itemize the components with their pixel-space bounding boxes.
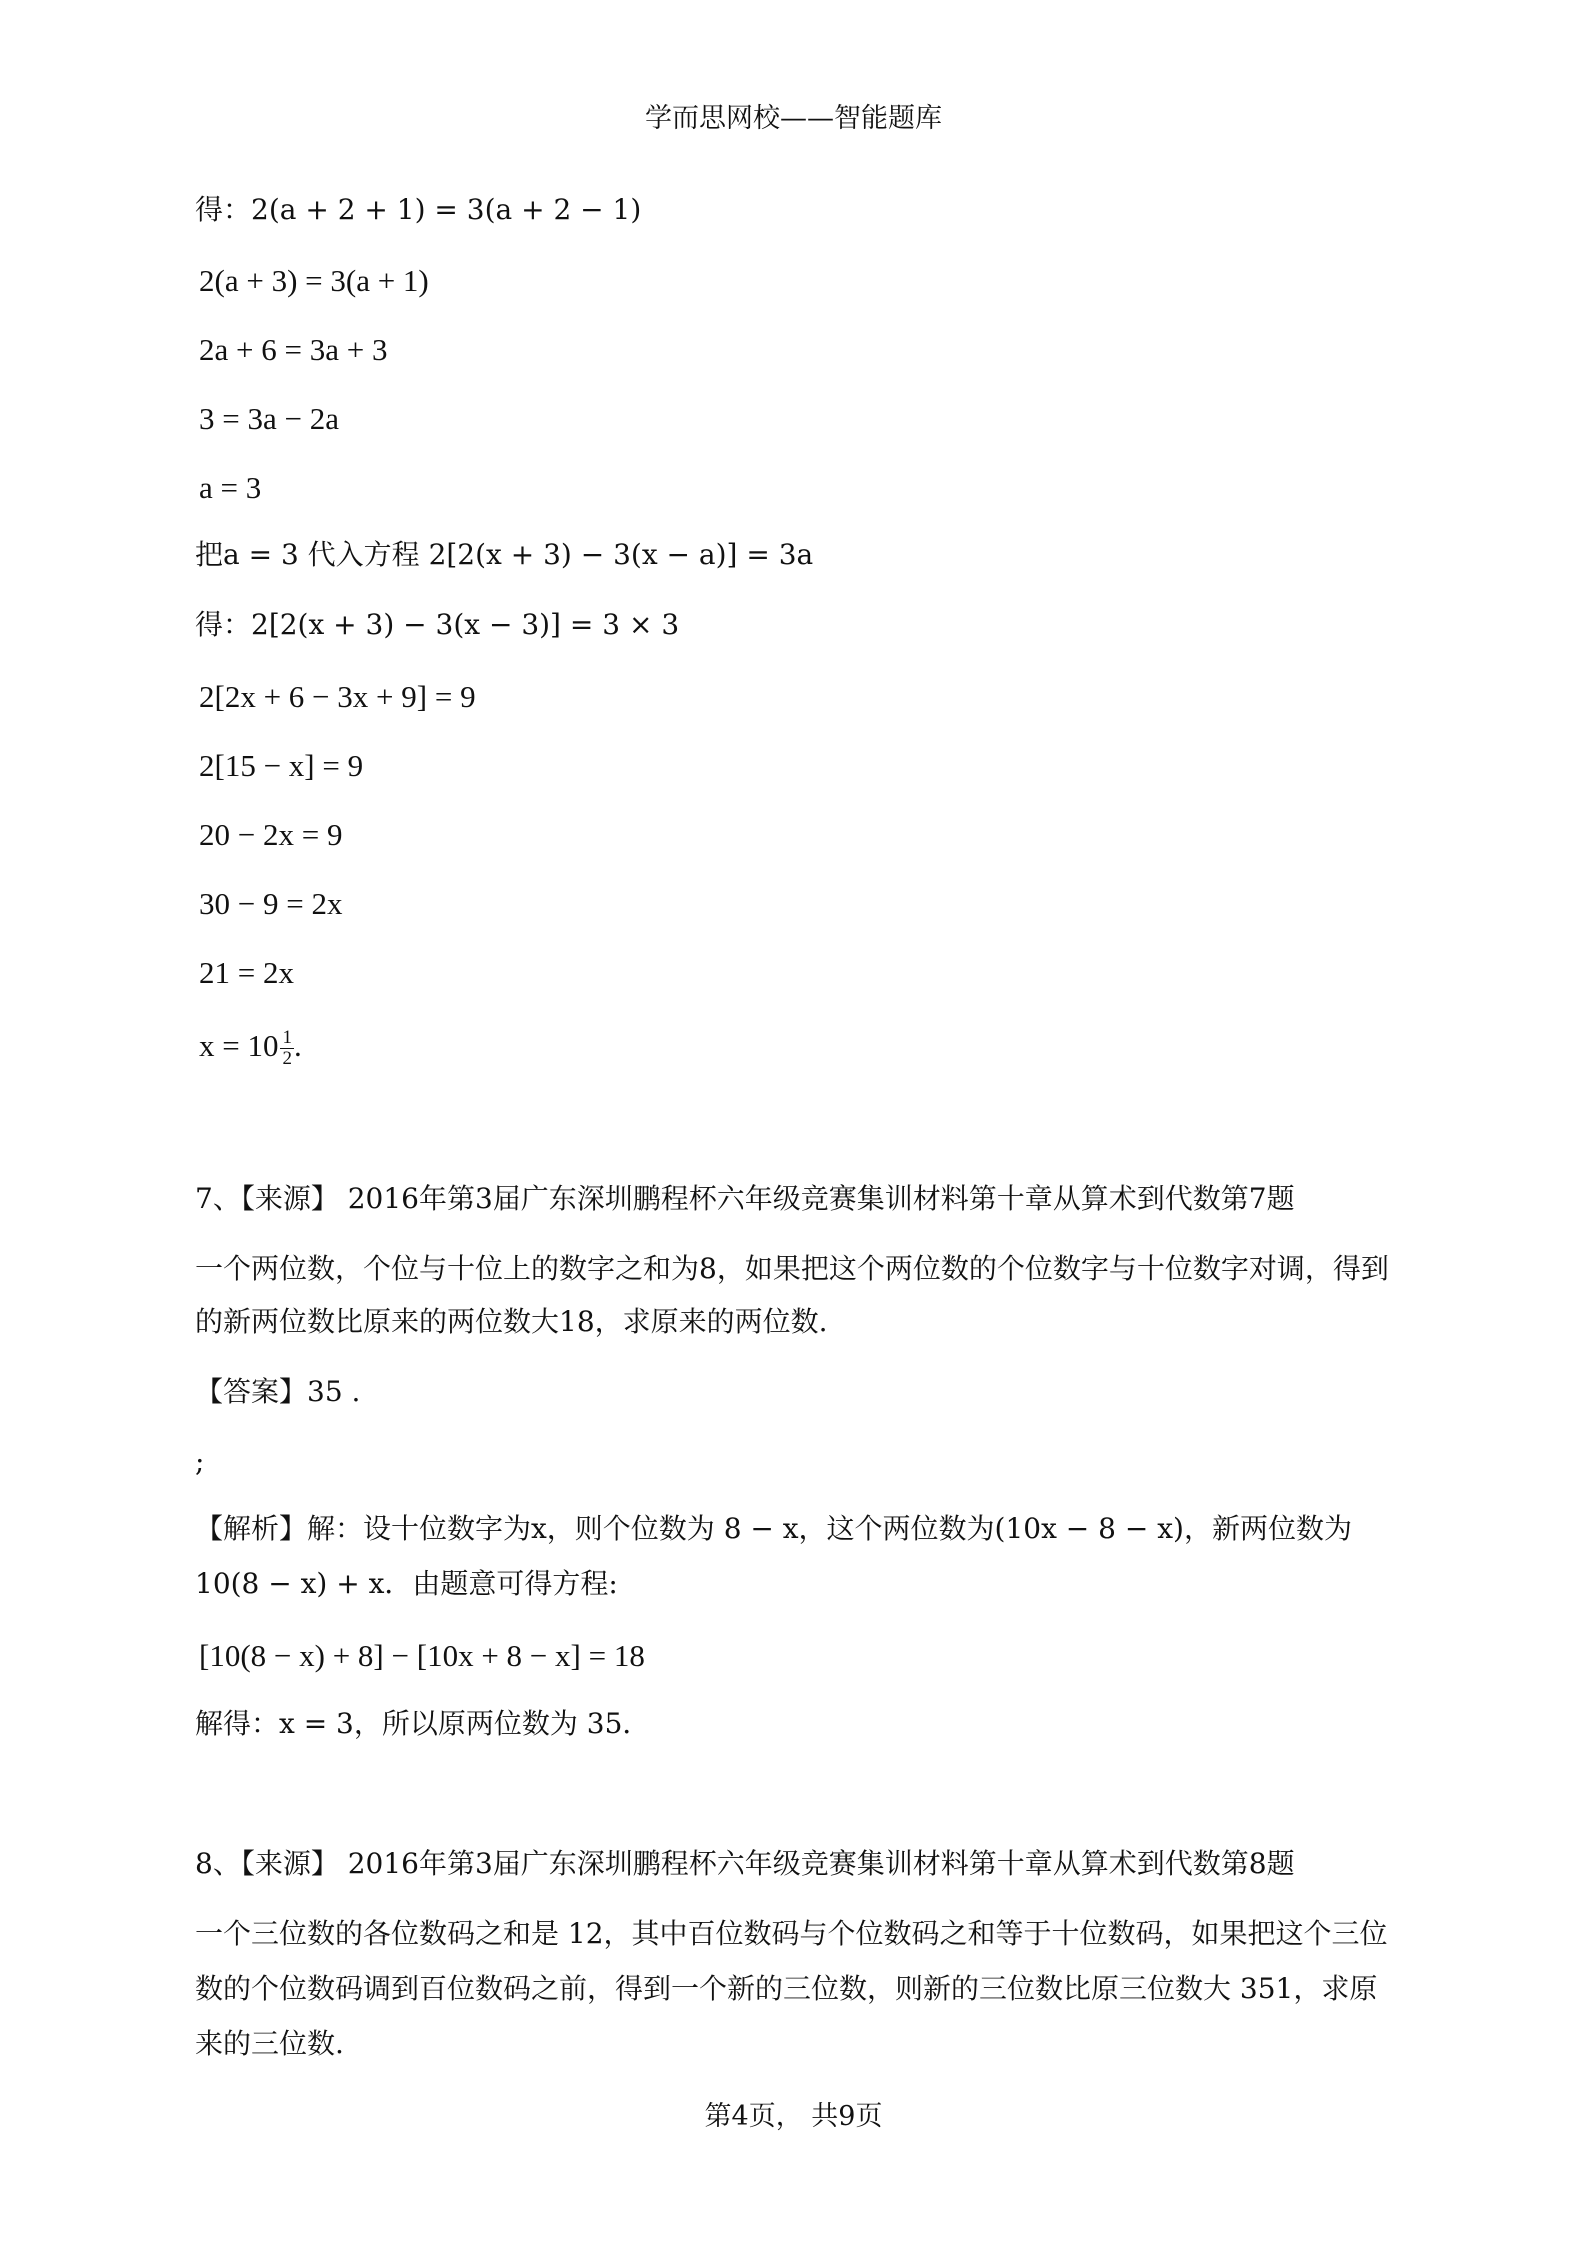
q7-answer: 【答案】35 .	[195, 1375, 361, 1408]
fraction	[280, 1028, 294, 1069]
q7-result: 解得：x = 3，所以原两位数为 35．	[195, 1707, 651, 1740]
q7-equation: [10(8 − x) + 8] − [10x + 8 − x] = 18	[199, 1638, 645, 1673]
solution-line: 得：2(a + 2 + 1) = 3(a + 2 − 1)	[195, 193, 642, 226]
solution-line: 20 − 2x = 9	[199, 817, 343, 852]
solution-line: 2(a + 3) = 3(a + 1)	[199, 263, 429, 298]
fraction-numerator: 1	[282, 1027, 292, 1049]
solution-line: 2[15 − x] = 9	[199, 748, 364, 783]
q7-analysis-line: 10(8 − x) + x．由题意可得方程:	[195, 1567, 618, 1600]
solution-line: 2a + 6 = 3a + 3	[199, 332, 388, 367]
fraction-denominator: 2	[282, 1048, 292, 1070]
solution-line: 3 = 3a − 2a	[199, 401, 339, 436]
q7-analysis-line: 【解析】解：设十位数字为x，则个位数为 8 − x，这个两位数为(10x − 8 − x)，新两位数为	[195, 1512, 1352, 1545]
final-period: .	[293, 1028, 302, 1063]
solution-final-line	[199, 1027, 302, 1069]
q8-question-line: 来的三位数.	[195, 2027, 344, 2060]
solution-line: 把a = 3 代入方程 2[2(x + 3) − 3(x − a)] = 3a	[195, 538, 814, 571]
q8-question-line: 一个三位数的各位数码之和是 12，其中百位数码与个位数码之和等于十位数码，如果把这个三位	[195, 1917, 1388, 1950]
page-header: 学而思网校——智能题库	[645, 103, 942, 134]
solution-line: 得：2[2(x + 3) − 3(x − 3)] = 3 × 3	[195, 608, 680, 641]
solution-line: a = 3	[199, 470, 262, 505]
solution-line: 30 − 9 = 2x	[199, 886, 343, 921]
final-value: x = 10	[199, 1028, 279, 1063]
q7-question-line: 一个两位数，个位与十位上的数字之和为8，如果把这个两位数的个位数字与十位数字对调，得到	[195, 1252, 1389, 1285]
q8-source: 8、【来源】 2016年第3届广东深圳鹏程杯六年级竞赛集训材料第十章从算术到代数第8题	[195, 1847, 1295, 1880]
solution-line: 21 = 2x	[199, 955, 294, 990]
solution-line: 2[2x + 6 − 3x + 9] = 9	[199, 679, 476, 714]
page-footer: 第4页， 共9页	[704, 2101, 883, 2132]
q7-question-line: 的新两位数比原来的两位数大18，求原来的两位数.	[195, 1305, 828, 1338]
q7-separator: ;	[195, 1445, 205, 1478]
q8-question-line: 数的个位数码调到百位数码之前，得到一个新的三位数，则新的三位数比原三位数大 351，求原	[195, 1972, 1378, 2005]
q7-source: 7、【来源】 2016年第3届广东深圳鹏程杯六年级竞赛集训材料第十章从算术到代数第7题	[195, 1182, 1295, 1215]
